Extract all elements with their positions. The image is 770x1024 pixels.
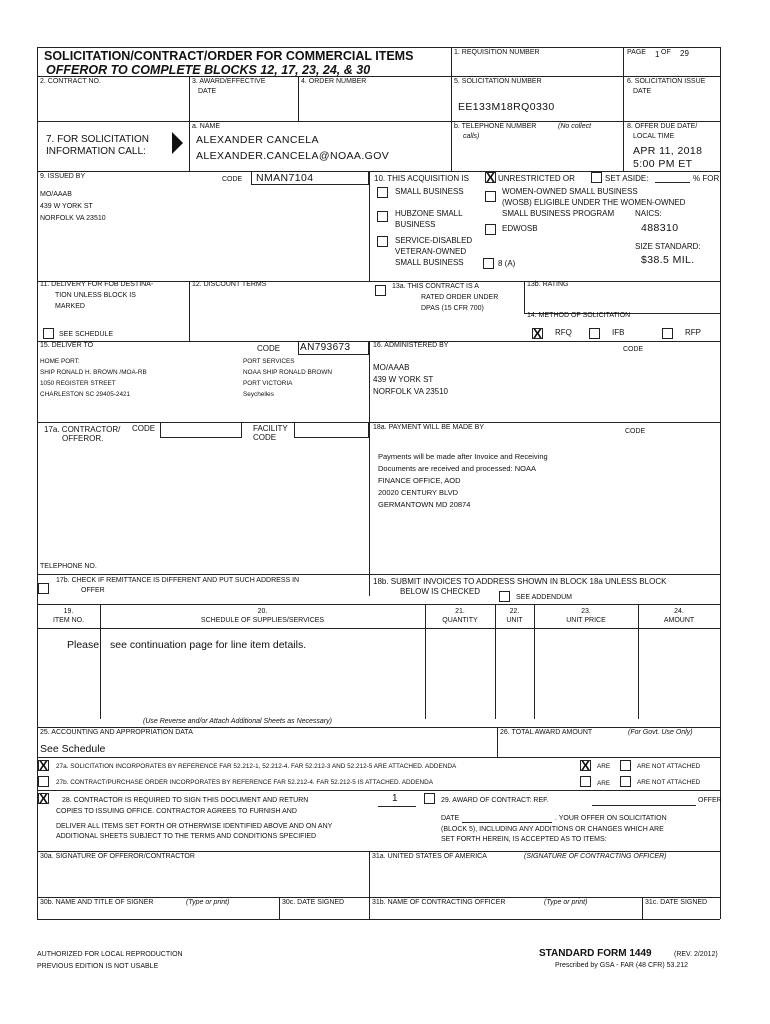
ifb-checkbox[interactable]	[589, 328, 600, 339]
29-text-1: 29. AWARD OF CONTRACT: REF.	[441, 797, 549, 804]
requisition-number-label: 1. REQUISITION NUMBER	[454, 49, 540, 56]
rfq-checkbox[interactable]: X	[533, 326, 542, 341]
signature-usa-label: 31a. UNITED STATES OF AMERICA	[372, 853, 487, 860]
wosb-checkbox[interactable]	[485, 191, 496, 202]
col-quantity: QUANTITY	[442, 617, 478, 624]
page-number: 1	[655, 50, 660, 59]
issuer-code: NMAN7104	[256, 172, 314, 184]
28-text-1: 28. CONTRACTOR IS REQUIRED TO SIGN THIS DOCUMENT AND RETURN	[62, 797, 309, 804]
28-checkbox[interactable]: X	[39, 791, 48, 806]
form-top-border	[37, 47, 720, 48]
telephone-no-label: TELEPHONE NO.	[40, 563, 97, 570]
contract-no-label: 2. CONTRACT NO.	[40, 78, 101, 85]
arrow-right-icon	[172, 132, 183, 154]
payment-line-2: Documents are received and processed: NOAA	[378, 464, 536, 473]
page-label: PAGE	[627, 49, 646, 56]
rated-order-checkbox[interactable]	[375, 285, 386, 296]
offer-due-date: APR 11, 2018	[633, 145, 703, 157]
rfp-checkbox[interactable]	[662, 328, 673, 339]
telephone-label: b. TELEPHONE NUMBER	[454, 123, 537, 130]
deliver-to-line-1: HOME PORT:	[40, 358, 80, 365]
of-label: OF	[661, 49, 671, 56]
port-services-line-4: Seychelles	[243, 391, 274, 398]
hubzone-checkbox[interactable]	[377, 211, 388, 222]
offer-due-label: 8. OFFER DUE DATE/	[627, 123, 698, 130]
award-date-label: 3. AWARD/EFFECTIVE	[192, 78, 266, 85]
col-schedule: SCHEDULE OF SUPPLIES/SERVICES	[200, 617, 325, 624]
set-aside-checkbox[interactable]	[591, 172, 602, 183]
payment-line-5: GERMANTOWN MD 20874	[378, 500, 471, 509]
size-standard: $38.5 MIL.	[641, 254, 695, 266]
port-services-line-3: PORT VICTORIA	[243, 380, 293, 387]
order-number-label: 4. ORDER NUMBER	[301, 78, 367, 85]
27b-are-checkbox[interactable]	[580, 776, 591, 787]
contractor-code-field[interactable]	[160, 422, 242, 438]
info-call-label: 7. FOR SOLICITATION	[46, 134, 149, 145]
admin-line-1: MO/AAAB	[373, 363, 410, 372]
administered-by-label: 16. ADMINISTERED BY	[373, 342, 449, 349]
col-amount: AMOUNT	[663, 617, 695, 624]
reverse-note: (Use Reverse and/or Attach Additional Sheets as Necessary)	[143, 718, 332, 725]
form-revision: (REV. 2/2012)	[674, 951, 718, 958]
admin-line-2: 439 W YORK ST	[373, 375, 434, 384]
solicitation-number-label: 5. SOLICITATION NUMBER	[454, 78, 542, 85]
form-prescribed: Prescribed by GSA - FAR (48 CFR) 53.212	[555, 962, 689, 969]
deliver-to-line-2: SHIP RONALD H. BROWN /MOA-RB	[40, 369, 147, 376]
deliver-to-code: AN793673	[300, 342, 351, 353]
form-left-border	[37, 47, 38, 919]
remittance-checkbox[interactable]	[38, 583, 49, 594]
issuer-address-3: NORFOLK VA 23510	[40, 215, 106, 222]
29-checkbox[interactable]	[424, 793, 435, 804]
edwosb-checkbox[interactable]	[485, 224, 496, 235]
issuer-address-1: MO/AAAB	[40, 191, 72, 198]
port-services-line-2: NOAA SHIP RONALD BROWN	[243, 369, 333, 376]
form-number: STANDARD FORM 1449	[539, 948, 652, 959]
delivery-label: 11. DELIVERY FOR FOB DESTINA-	[40, 281, 154, 288]
deliver-to-line-3: 1050 REGISTER STREET	[40, 380, 116, 387]
small-business-checkbox[interactable]	[377, 187, 388, 198]
date-signed-31c-label: 31c. DATE SIGNED	[645, 899, 708, 906]
27a-are-checkbox[interactable]: X	[581, 758, 590, 773]
offer-due-time: 5:00 PM ET	[633, 158, 693, 170]
deliver-to-line-4: CHARLESTON SC 29405-2421	[40, 391, 131, 398]
rating-label: 13b. RATING	[527, 281, 569, 288]
solicitation-number: EE133M18RQ0330	[458, 101, 555, 113]
invoice-label: 18b. SUBMIT INVOICES TO ADDRESS SHOWN IN BLOCK 18a UNLESS BLOCK	[373, 577, 667, 586]
issued-by-label: 9. ISSUED BY	[40, 173, 86, 180]
27a-text: 27a. SOLICITATION INCORPORATES BY REFERENCE FAR 52.212-1, 52.212-4. FAR 52.212-3 AND 52.212-5 ARE ATTACHED. ADDENDA	[56, 763, 457, 770]
accounting-data: See Schedule	[40, 743, 106, 755]
copies-count: 1	[392, 793, 398, 804]
facility-code-field[interactable]	[294, 422, 369, 438]
page-total: 29	[680, 49, 689, 58]
col-unit: UNIT	[506, 617, 523, 624]
acquisition-label: 10. THIS ACQUISITION IS	[374, 174, 469, 183]
payment-label: 18a. PAYMENT WILL BE MADE BY	[373, 424, 484, 431]
footer-previous-edition: PREVIOUS EDITION IS NOT USABLE	[37, 963, 159, 970]
contractor-label: 17a. CONTRACTOR/	[44, 425, 121, 434]
line-item-no: Please	[67, 639, 100, 651]
naics-code: 488310	[641, 222, 679, 234]
contracting-officer-name-label: 31b. NAME OF CONTRACTING OFFICER	[372, 899, 506, 906]
form-subtitle: OFFEROR TO COMPLETE BLOCKS 12, 17, 23, 24, & 30	[46, 63, 371, 77]
eight-a-checkbox[interactable]	[483, 258, 494, 269]
total-award-label: 26. TOTAL AWARD AMOUNT	[500, 729, 593, 736]
issuer-address-2: 439 W YORK ST	[40, 203, 93, 210]
27b-are-not-checkbox[interactable]	[620, 776, 631, 787]
footer-authorized: AUTHORIZED FOR LOCAL REPRODUCTION	[37, 951, 183, 958]
signature-offeror-label: 30a. SIGNATURE OF OFFEROR/CONTRACTOR	[40, 853, 195, 860]
contact-email: ALEXANDER.CANCELA@NOAA.GOV	[196, 150, 390, 162]
sdvosb-checkbox[interactable]	[377, 236, 388, 247]
see-addendum-checkbox[interactable]	[499, 591, 510, 602]
date-signed-30c-label: 30c. DATE SIGNED	[282, 899, 345, 906]
payment-line-1: Payments will be made after Invoice and Receiving	[378, 452, 548, 461]
name-label: a. NAME	[192, 123, 221, 130]
see-schedule-checkbox[interactable]	[43, 328, 54, 339]
unrestricted-checkbox[interactable]: X	[486, 170, 495, 185]
admin-line-3: NORFOLK VA 23510	[373, 387, 448, 396]
port-services-line-1: PORT SERVICES	[243, 358, 295, 365]
col-item-no: ITEM NO.	[52, 617, 85, 624]
deliver-to-label: 15. DELIVER TO	[40, 342, 94, 349]
27b-text: 27b. CONTRACT/PURCHASE ORDER INCORPORATES BY REFERENCE FAR 52.212-4. FAR 52.212-5 IS ATTACHED. ADDENDA	[56, 779, 434, 786]
issue-date-label: 6. SOLICITATION ISSUE	[627, 78, 706, 85]
27a-checkbox[interactable]: X	[39, 758, 48, 773]
form-title: SOLICITATION/CONTRACT/ORDER FOR COMMERCIAL ITEMS	[44, 49, 414, 63]
payment-line-4: 20020 CENTURY BLVD	[378, 488, 459, 497]
27a-are-not-checkbox[interactable]	[620, 760, 631, 771]
accounting-label: 25. ACCOUNTING AND APPROPRIATION DATA	[40, 729, 193, 736]
signer-name-label: 30b. NAME AND TITLE OF SIGNER	[40, 899, 154, 906]
line-item-desc: see continuation page for line item details.	[110, 639, 307, 651]
discount-terms-label: 12. DISCOUNT TERMS	[192, 281, 267, 288]
contact-name: ALEXANDER CANCELA	[196, 134, 319, 146]
payment-line-3: FINANCE OFFICE, AOD	[378, 476, 461, 485]
27b-checkbox[interactable]	[38, 776, 49, 787]
method-label: 14. METHOD OF SOLICITATION	[527, 312, 631, 319]
col-unit-price: UNIT PRICE	[566, 617, 606, 624]
